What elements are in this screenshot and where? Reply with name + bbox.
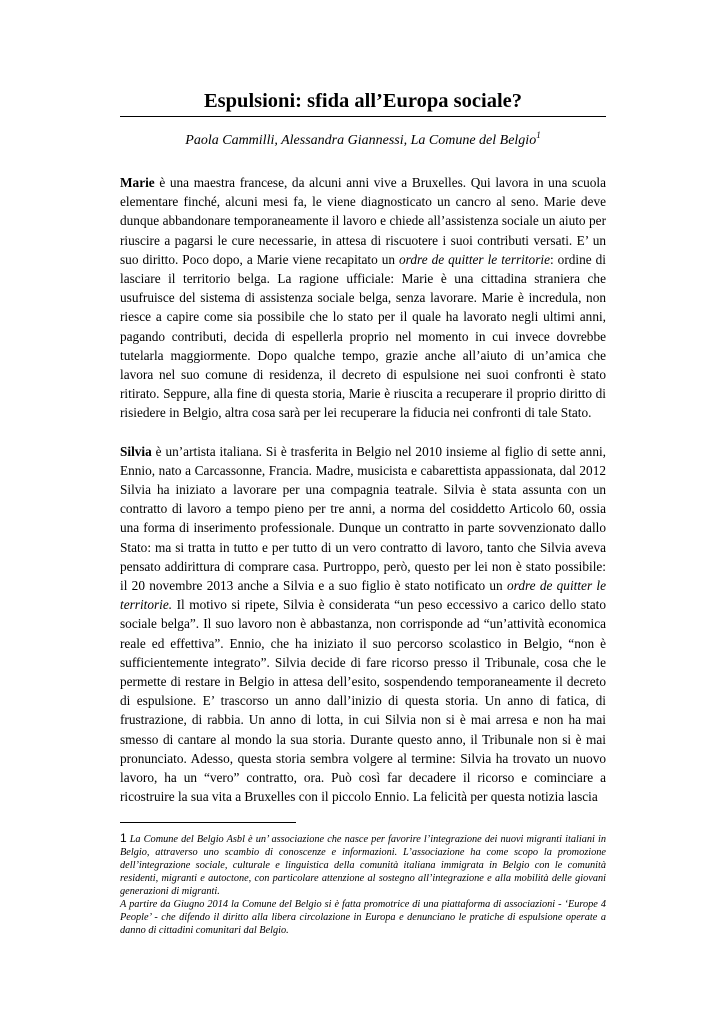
authors-text: Paola Cammilli, Alessandra Giannessi, La Comune del Belgio (185, 133, 537, 148)
paragraph-text: Il motivo si ripete, Silvia è considerata “un peso eccessivo a carico dello stato sociale belga”. Il suo lavoro non è abbastanza, non corrisponde ad “un’attività economica reale ed effettiva”. Ennio, che ha iniziato il suo percorso scolastico in Belgio, “non è sufficientemente integrato”. Silvia decide di fare ricorso presso il Tribunale, cosa che le permette di restare in Belgio in attesa dell’esito, sospendendo temporaneamente il decreto di espulsione. E’ trascorso un anno dall’inizio di questa storia. Un anno di fatica, di frustrazione, di rabbia. Un anno di lotta, in cui Silvia non si è mai arresa e non ha mai smesso di cantare al mondo la sua storia. Durante questo anno, il Tribunale non si è mai pronunciato. Adesso, questa storia sembra volgere al termine: Silvia ha trovato un nuovo lavoro, ha un “vero” contratto, ora. Può così far decadere il ricorso e cominciare a ricostruire la sua vita a Bruxelles con il piccolo Ennio. La felicità per questa notizia lascia (120, 597, 606, 805)
paragraph-marie (120, 173, 606, 423)
footnote-continuation: A partire da Giugno 2014 la Comune del Belgio si è fatta promotrice di una piattaforma di associazioni - ‘Europe 4 People’ - che difendo il diritto alla libera circolazione in Europa e denunciano le pratiche di espulsione operate a danno di cittadini comunitari dal Belgio. (120, 898, 606, 937)
footnote-reference[interactable]: 1 (536, 130, 541, 140)
document-title: Espulsioni: sfida all’Europa sociale? (120, 88, 606, 117)
footnote-number: 1 (120, 830, 127, 845)
footnote (120, 832, 606, 898)
paragraph-lead: Silvia (120, 443, 152, 459)
paragraph-italic: ordre de quitter le territorie (399, 251, 550, 267)
footnote-text: La Comune del Belgio Asbl è un’ associazione che nasce per favorire l’integrazione dei nuovi migranti italiani in Belgio, attraverso uno scambio di conoscenze e informazioni. L’associazione ha come scopo la promozione dell’integrazione sociale, culturale e linguistica della comunità italiana immigrata in Belgio con le comunità residenti, migranti e autoctone, con particolare attenzione al sostegno all’integrazione e alla mobilità delle giovani generazioni di migranti. (120, 833, 606, 897)
paragraph-lead: Marie (120, 175, 155, 190)
paragraph-text: è una maestra francese, da alcuni anni vive a Bruxelles. Qui lavora in una scuola elementare finché, alcuni mesi fa, le viene diagnosticato un cancro al seno. Marie deve dunque abbandonare temporaneamente il lavoro e chiede all’assistenza sociale un aiuto per riuscire a pagarsi le cure necessarie, in attesa di riscuotere i suoi contributi versati. E’ un suo diritto. Poco dopo, a Marie viene recapitato un (120, 175, 606, 267)
document-authors (120, 132, 606, 150)
paragraph-text: : ordine di lasciare il territorio belga. La ragione ufficiale: Marie è una cittadina straniera che usufruisce del sistema di assistenza sociale belga, senza lavorare. Marie è incredula, non riesce a capire come sia possibile che lo stato per il quale ha lavorato negli ultimi anni, pagando contributi, decida di espellerla proprio nel momento in cui invece dovrebbe tutelarla maggiormente. Dopo qualche tempo, grazie anche all’aiuto di un’amica che lavora nel suo comune di residenza, il decreto di espulsione nei suoi confronti è stato ritirato. Seppure, alla fine di questa storia, Marie è riuscita a recuperare il proprio diritto di risiedere in Belgio, altra cosa sarà per lei recuperare la fiducia nei confronti di tale Stato. (120, 251, 607, 421)
paragraph-italic: ordre de quitter le territorie. (120, 578, 606, 613)
document-page (120, 0, 606, 937)
paragraph-silvia (120, 442, 606, 807)
paragraph-text: è un’artista italiana. Si è trasferita in Belgio nel 2010 insieme al figlio di sette anni, Ennio, nato a Carcassonne, Francia. Madre, musicista e cabarettista appassionata, dal 2012 Silvia ha iniziato a lavorare per una compagnia teatrale. Silvia è stata assunta con un contratto di lavoro a tempo pieno per tre anni, a norma del cosiddetto Articolo 60, ossia una forma di inserimento professionale. Dunque un contratto in parte sovvenzionato dallo Stato: ma si tratta in tutto e per tutto di un vero contratto di lavoro, tanto che Silvia aveva pensato addirittura di comprare casa. Purtroppo, però, questo per lei non è stato possibile: il 20 novembre 2013 anche a Silvia e a suo figlio è stato notificato un (120, 443, 606, 594)
footnote-separator (120, 822, 296, 823)
